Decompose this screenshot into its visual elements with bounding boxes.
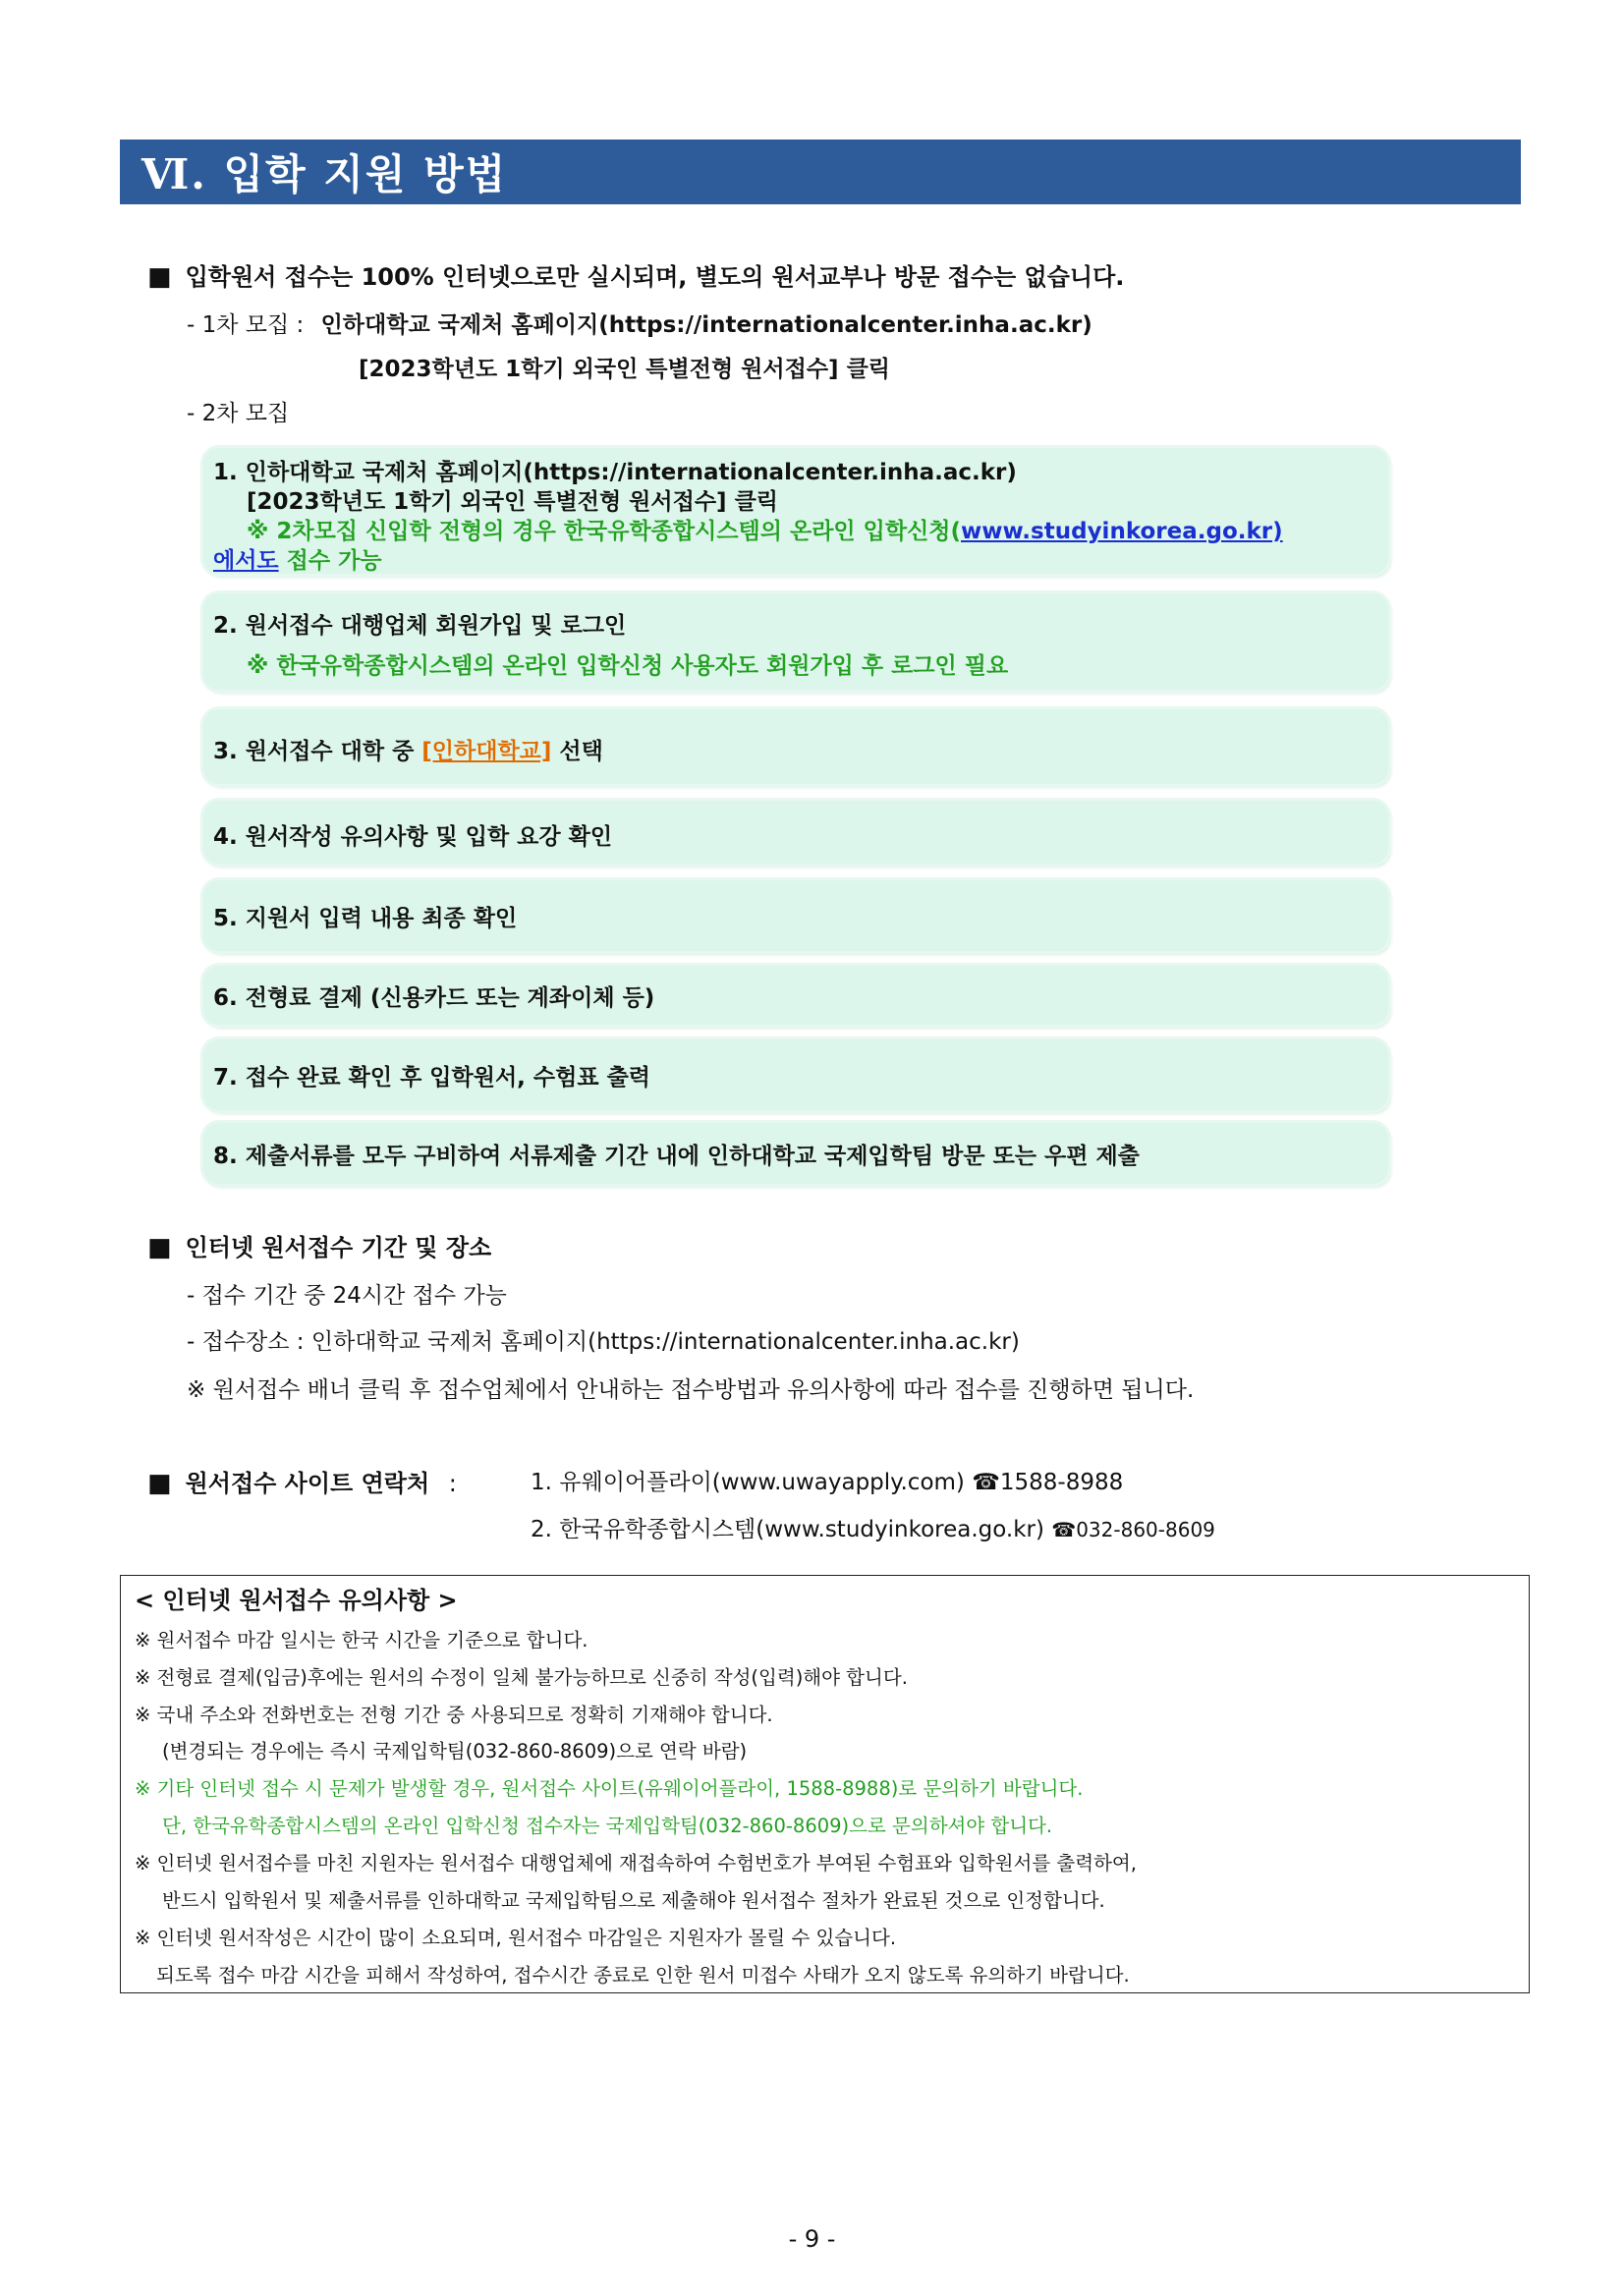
step4-line1: 4. 원서작성 유의사항 및 입학 요강 확인 <box>213 824 613 850</box>
section2-heading: 인터넷 원서접수 기간 및 장소 <box>185 1234 492 1261</box>
round1-text: 인하대학교 국제처 홈페이지(https://internationalcenter.inha.ac.kr) <box>320 312 1092 338</box>
note-line: ※ 인터넷 원서접수를 마친 지원자는 원서접수 대행업체에 재접속하여 수험번호가 부여된 수험표와 입학원서를 출력하여, <box>135 1852 1137 1875</box>
section2-line3: ※ 원서접수 배너 클릭 후 접수업체에서 안내하는 접수방법과 유의사항에 따라 접수를 진행하면 됩니다. <box>187 1377 1195 1403</box>
step3-line <box>213 733 603 765</box>
contact-1 <box>531 1464 1123 1496</box>
contact-2-phone: ☎032-860-8609 <box>1051 1518 1215 1541</box>
section-title-text: Ⅵ. 입학 지원 방법 <box>141 150 508 198</box>
note-line: ※ 국내 주소와 전화번호는 전형 기간 중 사용되므로 정확히 기재해야 합니다. <box>135 1704 773 1726</box>
section-title <box>120 140 1521 204</box>
note-line: ※ 원서접수 마감 일시는 한국 시간을 기준으로 합니다. <box>135 1629 588 1651</box>
step1-note-line2-rest: 접수 가능 <box>278 548 382 574</box>
step3-suffix: 선택 <box>551 739 603 764</box>
step1-note <box>247 513 1283 545</box>
section3-colon: : <box>448 1470 457 1497</box>
round1-row <box>187 307 1092 339</box>
round1-label: - 1차 모집 : <box>187 312 305 338</box>
section2-line1: - 접수 기간 중 24시간 접수 가능 <box>187 1283 507 1309</box>
step-box-1 <box>203 448 1388 574</box>
section1-heading-row <box>147 257 1124 292</box>
step1-note-line2-link: 에서도 <box>213 548 279 574</box>
note-line: 되도록 접수 마감 시간을 피해서 작성하여, 접수시간 종료로 인한 원서 미접수 사태가 오지 않도록 유의하기 바랍니다. <box>156 1964 1130 1987</box>
step1-line2: [2023학년도 1학기 외국인 특별전형 원서접수] 클릭 <box>247 489 779 515</box>
round1-text2: [2023학년도 1학기 외국인 특별전형 원서접수] 클릭 <box>359 357 891 382</box>
note-line: (변경되는 경우에는 즉시 국제입학팀(032-860-8609)으로 연락 바람) <box>162 1740 748 1763</box>
note-line-green: ※ 기타 인터넷 접수 시 문제가 발생할 경우, 원서접수 사이트(유웨이어플라이, 1588-8988)로 문의하기 바랍니다. <box>135 1777 1084 1800</box>
note-line-green: 단, 한국유학종합시스템의 온라인 입학신청 접수자는 국제입학팀(032-860-8609)으로 문의하셔야 합니다. <box>162 1815 1053 1837</box>
contact-1-phone: ☎1588-8988 <box>972 1470 1124 1495</box>
step1-line1: 1. 인하대학교 국제처 홈페이지(https://internationalcenter.inha.ac.kr) <box>213 460 1017 485</box>
step-box-3 <box>203 709 1388 784</box>
square-bullet-icon: ■ <box>147 262 172 292</box>
round2-label: - 2차 모집 <box>187 401 290 426</box>
step2-note: ※ 한국유학종합시스템의 온라인 입학신청 사용자도 회원가입 후 로그인 필요 <box>247 653 1009 679</box>
notes-box <box>120 1575 1530 1993</box>
step5-line1: 5. 지원서 입력 내용 최종 확인 <box>213 906 518 931</box>
section2-line2: - 접수장소 : 인하대학교 국제처 홈페이지(https://internationalcenter.inha.ac.kr) <box>187 1329 1020 1355</box>
step-box-7 <box>203 1039 1388 1110</box>
step3-prefix: 3. 원서접수 대학 중 <box>213 739 422 764</box>
section3-heading: 원서접수 사이트 연락처 <box>185 1470 430 1497</box>
step7-line1: 7. 접수 완료 확인 후 입학원서, 수험표 출력 <box>213 1065 651 1091</box>
step1-note-link-suffix: ) <box>1272 519 1283 544</box>
step8-line1: 8. 제출서류를 모두 구비하여 서류제출 기간 내에 인하대학교 국제입학팀 방문 또는 우편 제출 <box>213 1144 1140 1169</box>
step1-note-prefix: ※ 2차모집 신입학 전형의 경우 한국유학종합시스템의 온라인 입학신청( <box>247 519 962 544</box>
note-line: ※ 인터넷 원서작성은 시간이 많이 소요되며, 원서접수 마감일은 지원자가 몰릴 수 있습니다. <box>135 1927 897 1949</box>
square-bullet-icon: ■ <box>147 1469 172 1498</box>
note-line: 반드시 입학원서 및 제출서류를 인하대학교 국제입학팀으로 제출해야 원서접수 절차가 완료된 것으로 인정합니다. <box>162 1889 1105 1912</box>
contact-2 <box>531 1511 1215 1543</box>
step2-line1: 2. 원서접수 대행업체 회원가입 및 로그인 <box>213 613 627 639</box>
step-box-6 <box>203 966 1388 1025</box>
note-line: ※ 전형료 결제(입금)후에는 원서의 수정이 일체 불가능하므로 신중히 작성(입력)해야 합니다. <box>135 1666 908 1689</box>
section1-heading: 입학원서 접수는 100% 인터넷으로만 실시되며, 별도의 원서교부나 방문 접수는 없습니다. <box>185 263 1125 291</box>
step-box-8 <box>203 1123 1388 1184</box>
step-box-5 <box>203 880 1388 951</box>
section3-heading-row <box>147 1464 457 1498</box>
section2-heading-row <box>147 1228 491 1262</box>
step-box-2 <box>203 593 1388 690</box>
notes-heading: < 인터넷 원서접수 유의사항 > <box>135 1587 458 1614</box>
step1-note-line2 <box>213 542 382 575</box>
page-number: - 9 - <box>788 2225 836 2253</box>
studyinkorea-link[interactable]: www.studyinkorea.go.kr <box>961 519 1273 544</box>
step6-line1: 6. 전형료 결제 (신용카드 또는 계좌이체 등) <box>213 985 655 1011</box>
step3-highlight: [인하대학교] <box>421 739 552 764</box>
contact-1-text: 1. 유웨이어플라이(www.uwayapply.com) <box>531 1470 965 1495</box>
square-bullet-icon: ■ <box>147 1233 172 1262</box>
step-box-4 <box>203 801 1388 864</box>
contact-2-text: 2. 한국유학종합시스템(www.studyinkorea.go.kr) <box>531 1517 1044 1542</box>
